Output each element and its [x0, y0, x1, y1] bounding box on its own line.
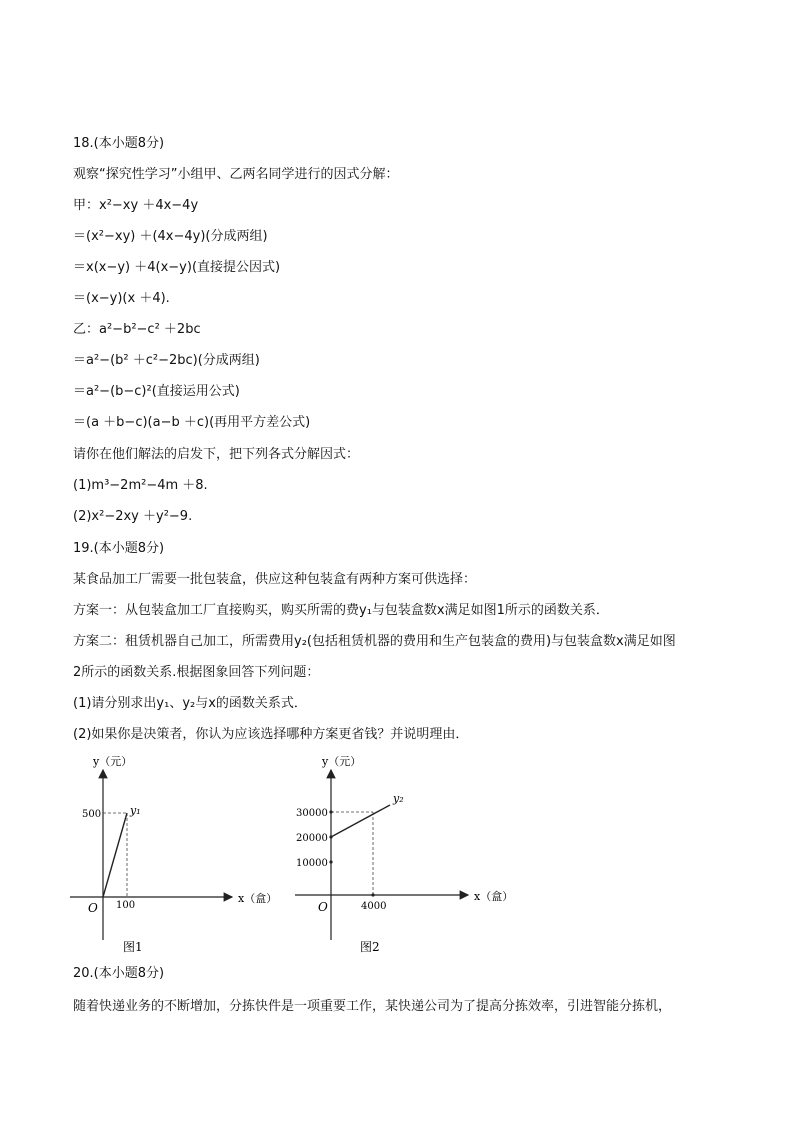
q18-yi-line-1: 乙：a²−b²−c² ＋2bc: [73, 322, 201, 337]
fig1-origin: O: [88, 901, 98, 915]
q20-intro: 随着快递业务的不断增加，分拣快件是一项重要工作，某快递公司为了提高分拣效率，引进智能分拣机，: [73, 999, 672, 1014]
q20-header: 20.(本小题8分): [73, 966, 165, 981]
q18-jia-line-3: ＝x(x−y) ＋4(x−y)(直接提公因式): [73, 260, 281, 275]
fig1-line-label: y₁: [130, 804, 141, 817]
fig2-x-tick: 4000: [361, 901, 387, 912]
fig2-origin: O: [318, 900, 328, 914]
q19-intro: 某食品加工厂需要一批包装盒，供应这种包装盒有两种方案可供选择：: [73, 572, 477, 587]
fig1-x-axis-label: x（盒）: [238, 892, 278, 905]
fig1-x-tick: 100: [116, 900, 136, 911]
q18-yi-line-4: ＝(a ＋b−c)(a−b ＋c)(再用平方差公式): [73, 415, 311, 430]
fig2-y-axis-label: y（元）: [322, 755, 362, 768]
fig1-line-y1: [103, 813, 127, 897]
q19-header: 19.(本小题8分): [73, 541, 165, 556]
fig2-x-axis-label: x（盒）: [474, 890, 514, 903]
q18-jia-line-2: ＝(x²−xy) ＋(4x−4y)(分成两组): [73, 229, 268, 244]
q18-yi-line-3: ＝a²−(b−c)²(直接运用公式): [73, 384, 240, 399]
figure-1: [60, 750, 290, 960]
fig2-caption: 图2: [360, 940, 380, 954]
q19-sub2: (2)如果你是决策者，你认为应该选择哪种方案更省钱？并说明理由．: [73, 727, 469, 742]
q18-jia-line-1: 甲：x²−xy ＋4x−4y: [73, 198, 199, 213]
fig2-tick-30000: [329, 810, 332, 813]
q19-plan2-line2: 2所示的函数关系.根据图象回答下列问题：: [73, 665, 320, 680]
q18-header: 18.(本小题8分): [73, 136, 165, 151]
fig2-tick-20000: [329, 835, 332, 838]
fig2-y-tick-20000: 20000: [296, 833, 328, 844]
fig1-caption: 图1: [123, 940, 143, 954]
fig2-tick-4000: [371, 893, 374, 896]
fig2-line-y2: [331, 805, 390, 837]
fig1-y-axis-label: y（元）: [93, 755, 133, 768]
q18-jia-line-4: ＝(x−y)(x ＋4).: [73, 291, 170, 306]
q18-instruction: 请你在他们解法的启发下，把下列各式分解因式：: [73, 447, 360, 462]
fig2-tick-10000: [329, 860, 332, 863]
q18-yi-line-2: ＝a²−(b² ＋c²−2bc)(分成两组): [73, 353, 260, 368]
q19-plan2-line1: 方案二：租赁机器自己加工，所需费用y₂(包括租赁机器的费用和生产包装盒的费用)与包装盒数x满足如图: [73, 634, 676, 649]
fig1-y-tick: 500: [82, 809, 102, 820]
fig2-y-tick-10000: 10000: [296, 858, 328, 869]
q18-intro: 观察“探究性学习”小组甲、乙两名同学进行的因式分解：: [73, 167, 399, 182]
q19-sub1: (1)请分别求出y₁、y₂与x的函数关系式．: [73, 696, 307, 711]
q18-sub1: (1)m³−2m²−4m ＋8.: [73, 478, 208, 493]
fig2-line-label: y₂: [393, 792, 404, 805]
figure-2: [290, 750, 530, 960]
fig2-y-tick-30000: 30000: [296, 808, 328, 819]
q18-sub2: (2)x²−2xy ＋y²−9.: [73, 509, 193, 524]
q19-plan1: 方案一：从包装盒加工厂直接购买，购买所需的费y₁与包装盒数x满足如图1所示的函数关系．: [73, 603, 609, 618]
